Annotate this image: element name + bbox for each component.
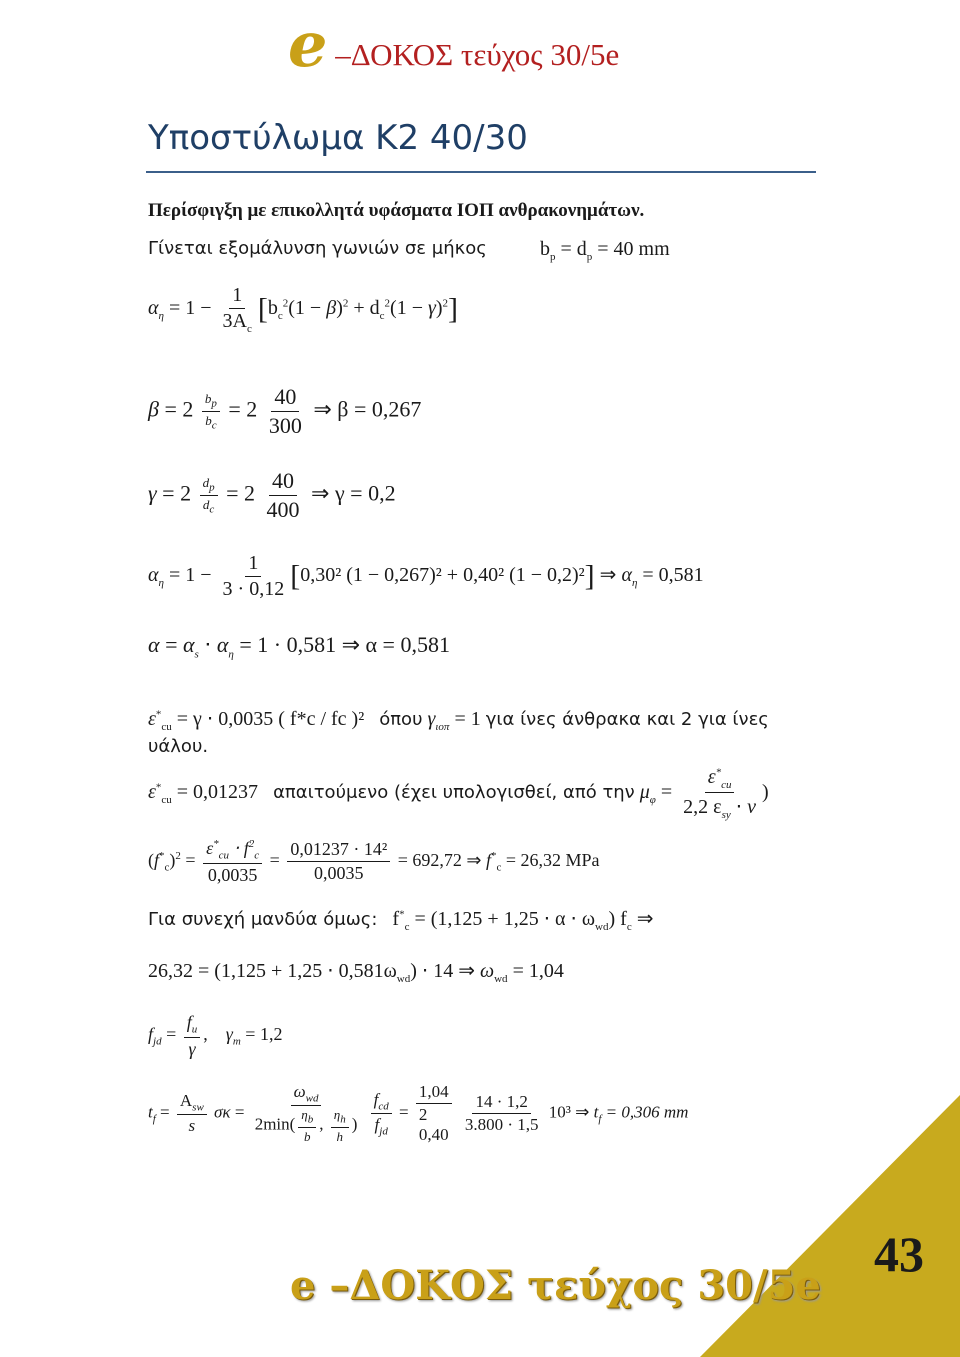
jacket-line: Για συνεχή μανδύα όμως: $f^*_c = (1,125 + 1,25 \cdot \alpha \cdot \omega_{wd})$ $f_c$ ⇒ [148, 908, 654, 933]
tf-line: $t_f$ = $\frac{A_{sw}}{s}$ σκ = $\omega_{wd}$ 2min( $\frac{\eta_b}{b}$ , $\frac{\eta_h}{h}$ ) $\frac{f_{cd}}{f_{jd}}$ = 1,04 2 0,40 $\frac{14 \cdot 1,2}{3.800 \cdot 1,5}$ 10³ ⇒ $t_f = 0,306$ mm [148, 1082, 689, 1144]
gamma-numerator: 40 [269, 468, 297, 496]
logo-e: e [288, 8, 328, 81]
jacket-formula: = (1,125 + 1,25 ⋅ α ⋅ ω [414, 908, 596, 930]
intro-text: Γίνεται εξομάλυνση γωνιών σε μήκος [148, 238, 487, 259]
beta-equation: β = 2 $\frac{b_p}{b_c}$ = 2 $\frac{40}{300}$ ⇒ β = 0,267 [148, 384, 422, 438]
tf-denominator: 3.800 · 1,5 [464, 1115, 539, 1134]
gamma-equation: γ = 2 $\frac{d_p}{d_c}$ = 2 $\frac{40}{400}$ ⇒ γ = 0,2 [148, 468, 396, 522]
beta-result: β = 0,267 [337, 396, 422, 422]
beta-numerator: 40 [271, 384, 299, 412]
solve-expression: 26,32 = (1,125 + 1,25 ⋅ 0,581ω [148, 960, 397, 982]
solve-result: = 1,04 [512, 960, 564, 982]
jacket-text: Για συνεχή μανδύα όμως: [148, 909, 378, 930]
tf-den-last: 0,40 [418, 1125, 449, 1144]
bp-dp-equation: $b_p = d_p = 40$ mm [540, 238, 670, 263]
required-text: απαιτούμενο (έχει υπολογισθεί, από την [273, 782, 635, 804]
fjd-denominator: γ [188, 1038, 196, 1059]
tf-result: = 0,306 mm [605, 1102, 689, 1122]
alpha-eta-denominator: 3 · 0,12 [222, 578, 285, 600]
tf-two: 2 [418, 1105, 428, 1124]
tf-numerator-2: 14 · 1,2 [472, 1092, 530, 1114]
alpha-result: α = 0,581 [365, 632, 450, 657]
solve-line: $26,32 = (1,125 + 1,25 \cdot 0,581\omega_{wd}) \cdot 14$ ⇒ $\omega_{wd} = 1,04$ [148, 960, 564, 985]
bp-dp-value: = 40 mm [597, 238, 670, 260]
gamma-result: γ = 0,2 [334, 480, 396, 506]
fc-denominator: 0,0035 [314, 863, 364, 884]
epsilon-value-line: $\varepsilon^*_{cu} = 0,01237$ απαιτούμενο (έχει υπολογισθεί, από την $\mu_\varphi$ = $\frac{\varepsilon^*_{cu}}{2,2 \varepsilon_{sy} \cdot \nu}$ ) [148, 766, 769, 821]
alpha-eta-result: = 0,581 [642, 564, 704, 587]
page-title: Υποστύλωμα Κ2 40/30 [148, 118, 528, 158]
tf-numerator: 1,04 [416, 1082, 452, 1104]
gamma-iop-value: = 1 [454, 708, 481, 730]
alpha-line: = 1 · 0,581 [239, 632, 337, 657]
fc-equation: $(f^*_c)^2$ = $\frac{\varepsilon^*_{cu} \cdot f^2_c}{0,0035}$ = $\frac{\text{0,01237 · 14²}}{0,0035}$ = 692,72 ⇒ $f^*_c = 26,32$ MPa [148, 838, 600, 885]
alpha-eta-numeric: $\alpha_\eta = 1$ − $\frac{1}{3 \cdot 0,12}$ [0,30² (1 − 0,267)² + 0,40² (1 − 0,2)²] ⇒ $\alpha_\eta = 0,581$ [148, 552, 704, 600]
footer-logo: e –ΔΟΚΟΣ τεύχος 30/5e [290, 1262, 821, 1309]
fc-mid: = 692,72 [397, 849, 462, 870]
tf-exponent: 10³ [548, 1102, 571, 1122]
page-number: 43 [874, 1226, 924, 1282]
epsilon-definition: $\varepsilon^*_{cu} = \gamma \cdot 0,0035$ ( f*c / fc )² όπου $\gamma_{\iota o\pi} = 1$ για ίνες άνθρακα και 2 για ίνες [148, 708, 769, 733]
gamma-iop-text: όπου [379, 709, 423, 730]
fc-numerator: 0,01237 · 14² [287, 839, 390, 862]
title-rule [146, 171, 816, 173]
fjd-line: $f_{jd}$ = $\frac{f_u}{\gamma}$ , $\gamma_m = 1,2$ [148, 1012, 283, 1059]
gamma-denominator: 400 [266, 497, 300, 522]
section-subtitle: Περίσφιγξη με επικολλητά υφάσματα ΙΟΠ ανθρακονημάτων. [148, 200, 645, 221]
mu-denominator: 2,2 ε [683, 796, 722, 818]
fc-result: = 26,32 MPa [505, 849, 600, 870]
fibers-text-2: υάλου. [148, 736, 209, 757]
header [288, 8, 620, 81]
alpha-eta-bracket: 0,30² (1 − 0,267)² + 0,40² (1 − 0,2)² [300, 564, 585, 587]
epsilon-def: = γ ⋅ 0,0035 ( f*c / fc )² [176, 708, 365, 730]
epsilon-value: = 0,01237 [176, 781, 259, 804]
fibers-text: για ίνες άνθρακα και 2 για ίνες [485, 709, 769, 730]
beta-denominator: 300 [268, 413, 302, 438]
gamma-m: = 1,2 [245, 1023, 283, 1044]
header-title: –ΔΟΚΟΣ τεύχος 30/5e [327, 37, 620, 72]
alpha-equation: $\alpha = \alpha_s \cdot \alpha_\eta = 1 \cdot 0,581$ ⇒ α = 0,581 [148, 632, 450, 661]
alpha-eta-formula: $\alpha_\eta = 1$ − $\frac{1}{3A_c}$ $[b_c^2(1 - \beta)^2 + d_c^2(1 - \gamma)^2]$ [148, 284, 459, 335]
